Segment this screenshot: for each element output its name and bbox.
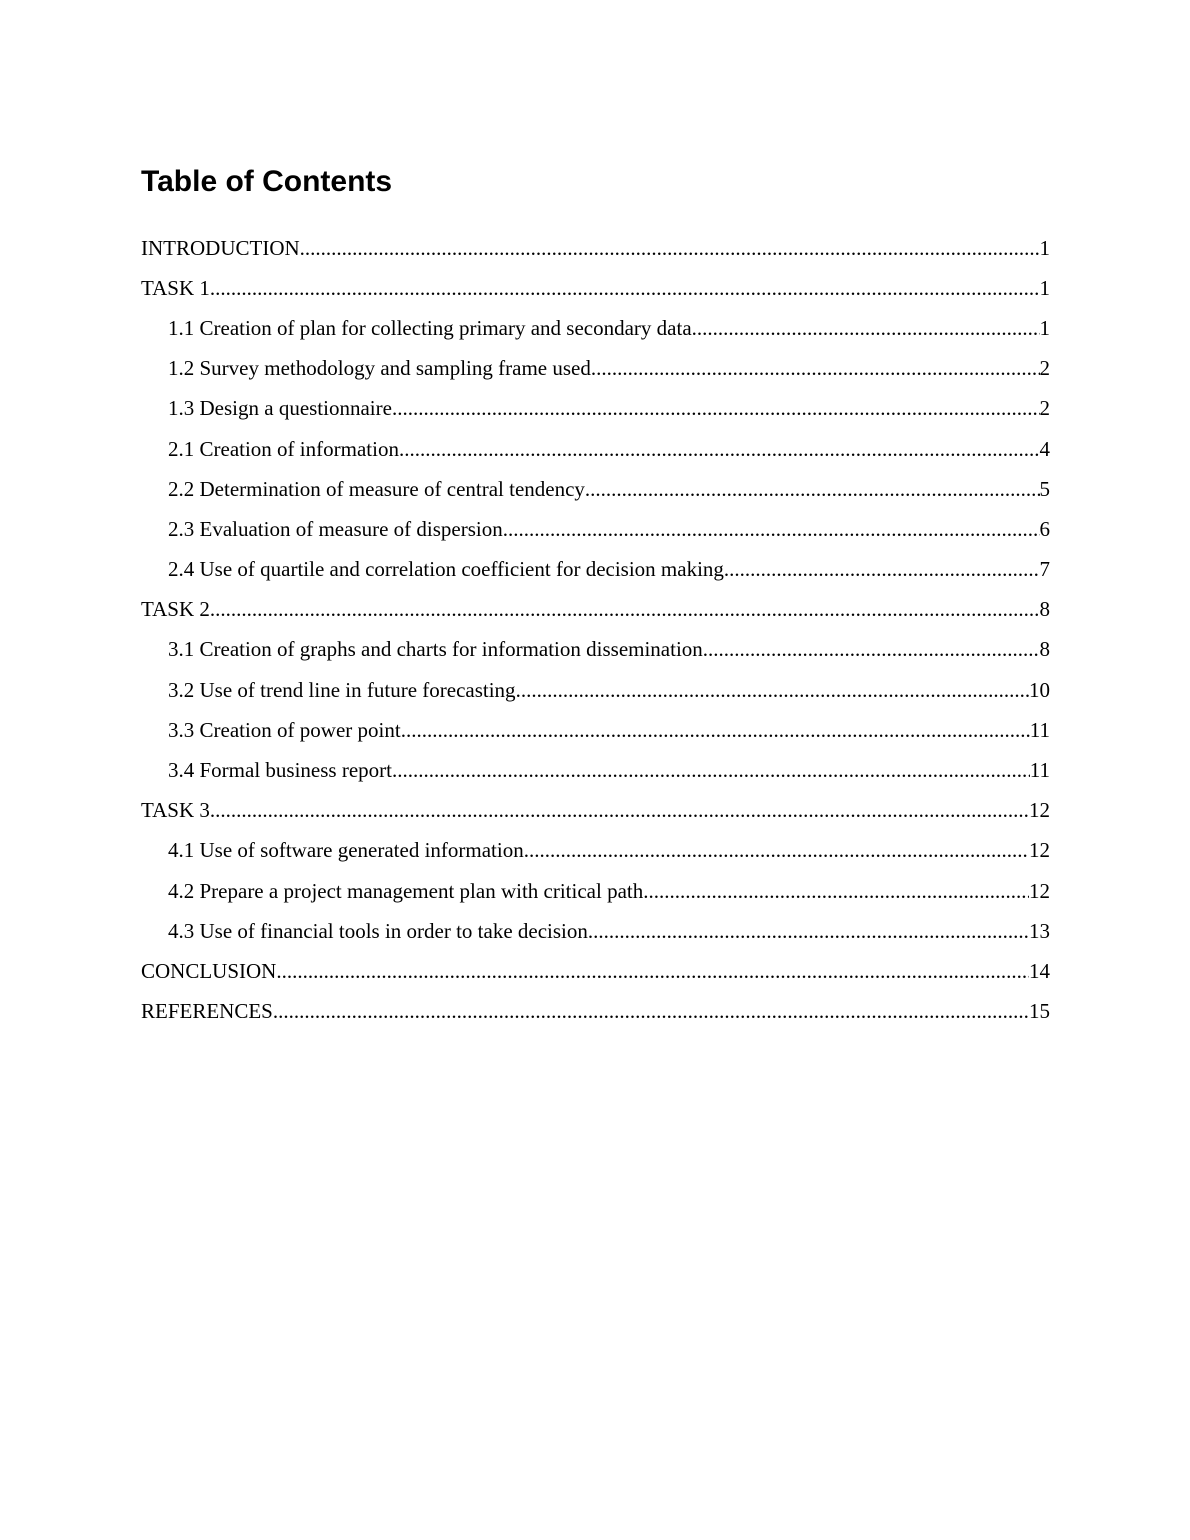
- toc-entry[interactable]: [141, 469, 1050, 509]
- toc-page-number: 12: [1029, 878, 1050, 903]
- toc-dot-leader: [392, 396, 1040, 421]
- toc-page-number: 13: [1029, 918, 1050, 943]
- toc-entry[interactable]: [141, 509, 1050, 549]
- toc-dot-leader: [588, 919, 1029, 944]
- toc-entry[interactable]: [141, 871, 1050, 911]
- toc-entry-label: 3.2 Use of trend line in future forecasting: [168, 677, 516, 702]
- toc-dot-leader: [276, 959, 1029, 984]
- toc-entry[interactable]: [141, 630, 1050, 670]
- toc-page-number: 8: [1039, 597, 1050, 622]
- toc-page-number: 1: [1039, 275, 1050, 300]
- toc-entry[interactable]: [141, 349, 1050, 389]
- toc-dot-leader: [524, 838, 1029, 863]
- toc-entry-label: TASK 2: [141, 597, 210, 622]
- toc-entry[interactable]: [141, 670, 1050, 710]
- toc-entry-label: 1.3 Design a questionnaire: [168, 396, 392, 421]
- toc-entry-label: 3.1 Creation of graphs and charts for information dissemination: [168, 637, 703, 662]
- toc-page-number: 12: [1029, 838, 1050, 863]
- toc-entry[interactable]: [141, 750, 1050, 790]
- toc-dot-leader: [210, 276, 1040, 301]
- toc-entry[interactable]: [141, 389, 1050, 429]
- toc-dot-leader: [703, 637, 1040, 662]
- toc-entry[interactable]: [141, 831, 1050, 871]
- toc-entry-label: 2.3 Evaluation of measure of dispersion: [168, 516, 503, 541]
- toc-entry[interactable]: [141, 429, 1050, 469]
- toc-dot-leader: [401, 718, 1030, 743]
- toc-page-number: 14: [1029, 958, 1050, 983]
- toc-entry[interactable]: [141, 951, 1050, 991]
- toc-page-number: 10: [1029, 677, 1050, 702]
- toc-dot-leader: [399, 437, 1040, 462]
- toc-entry-label: 4.2 Prepare a project management plan with critical path: [168, 878, 644, 903]
- toc-page-number: 7: [1039, 557, 1050, 582]
- toc-page-number: 11: [1029, 717, 1050, 742]
- toc-entry[interactable]: [141, 590, 1050, 630]
- toc-entry-label: 4.1 Use of software generated information: [168, 838, 524, 863]
- toc-page-number: 2: [1039, 356, 1050, 381]
- toc-entry[interactable]: [141, 308, 1050, 348]
- toc-dot-leader: [585, 477, 1040, 502]
- toc-dot-leader: [210, 597, 1040, 622]
- toc-dot-leader: [643, 879, 1029, 904]
- toc-page-number: 4: [1039, 436, 1050, 461]
- toc-entry-label: TASK 1: [141, 275, 210, 300]
- toc-dot-leader: [692, 316, 1040, 341]
- toc-dot-leader: [724, 557, 1040, 582]
- toc-entry-label: TASK 3: [141, 798, 210, 823]
- toc-heading: Table of Contents: [141, 165, 393, 198]
- toc-dot-leader: [503, 517, 1040, 542]
- toc-page-number: 8: [1039, 637, 1050, 662]
- toc-entry-label: 2.4 Use of quartile and correlation coefficient for decision making: [168, 557, 724, 582]
- toc-page-number: 5: [1039, 476, 1050, 501]
- toc-entry[interactable]: [141, 228, 1050, 268]
- toc-entry-label: 2.2 Determination of measure of central tendency: [168, 476, 585, 501]
- toc-dot-leader: [516, 678, 1029, 703]
- toc-entry[interactable]: [141, 268, 1050, 308]
- toc-entry[interactable]: [141, 911, 1050, 951]
- toc-entry-label: 3.4 Formal business report: [168, 758, 392, 783]
- toc-page-number: 6: [1039, 516, 1050, 541]
- toc-entry-label: 3.3 Creation of power point: [168, 717, 401, 742]
- toc-entry-label: 1.1 Creation of plan for collecting primary and secondary data: [168, 315, 692, 340]
- toc-entry-label: 4.3 Use of financial tools in order to take decision: [168, 918, 588, 943]
- toc-page-number: 15: [1029, 999, 1050, 1024]
- toc-page-number: 2: [1039, 396, 1050, 421]
- toc-entry[interactable]: [141, 992, 1050, 1032]
- toc-dot-leader: [591, 356, 1040, 381]
- toc-entry-label: REFERENCES: [141, 999, 273, 1024]
- toc-dot-leader: [210, 798, 1029, 823]
- toc-list: [141, 228, 1050, 1032]
- toc-entry-label: INTRODUCTION: [141, 235, 300, 260]
- toc-page-number: 11: [1029, 758, 1050, 783]
- toc-page-number: 12: [1029, 798, 1050, 823]
- toc-dot-leader: [392, 758, 1030, 783]
- toc-page-number: 1: [1039, 315, 1050, 340]
- toc-entry-label: 2.1 Creation of information: [168, 436, 399, 461]
- toc-entry[interactable]: [141, 710, 1050, 750]
- toc-dot-leader: [273, 999, 1029, 1024]
- toc-entry-label: 1.2 Survey methodology and sampling frame used: [168, 356, 591, 381]
- toc-page-number: 1: [1039, 235, 1050, 260]
- toc-entry[interactable]: [141, 550, 1050, 590]
- toc-entry[interactable]: [141, 791, 1050, 831]
- toc-entry-label: CONCLUSION: [141, 958, 277, 983]
- toc-dot-leader: [300, 236, 1040, 261]
